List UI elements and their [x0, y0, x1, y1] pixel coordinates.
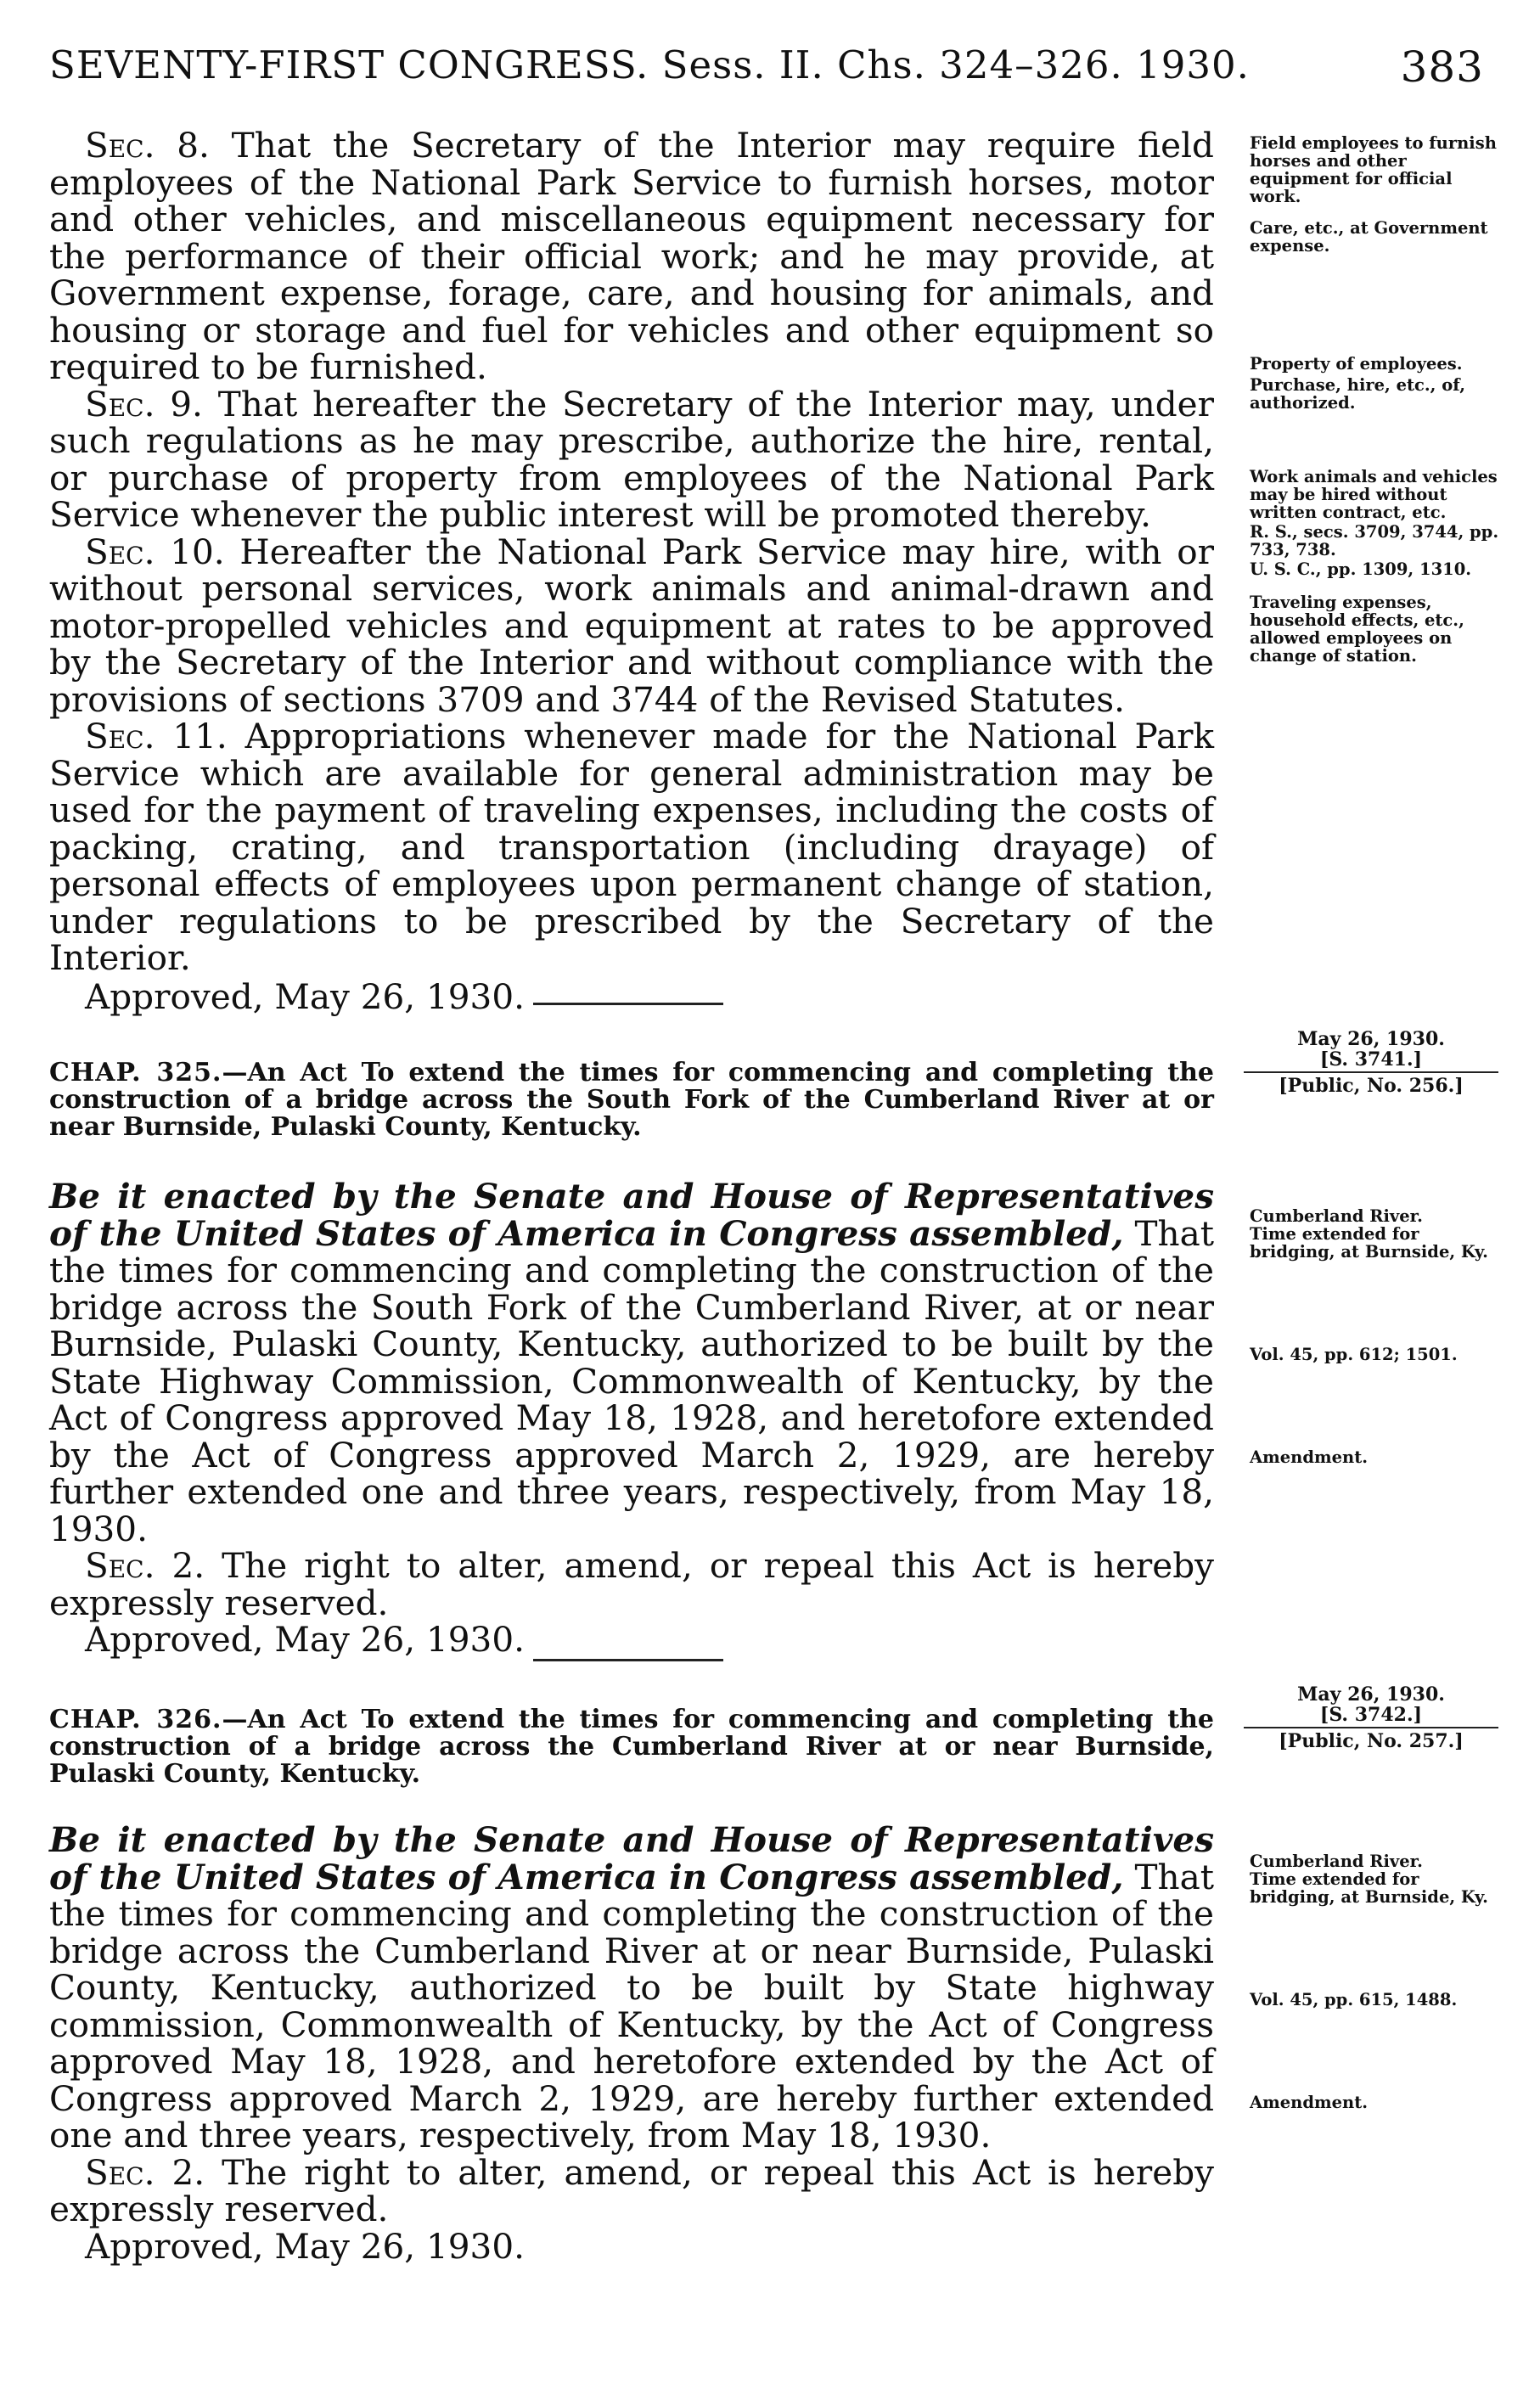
chapter-325-reference	[1244, 1029, 1498, 1096]
margin-note: Property of employees.	[1250, 354, 1463, 374]
chapter-number: CHAP. 326.	[49, 1705, 222, 1734]
reference-public-law: [Public, No. 257.]	[1279, 1730, 1464, 1752]
margin-note: Purchase, hire, etc., of, authorized.	[1250, 375, 1466, 413]
reference-rule	[1244, 1071, 1498, 1073]
section-text: That hereafter the Secretary of the Interior may, under such regulations as he may prescribe, authorize the hire, rental, or purchase of property from employees of the National Park Service whenever the public interest will be promoted thereby.	[49, 383, 1215, 535]
chapter-326-heading	[49, 1706, 1214, 1788]
reference-bill: [S. 3741.]	[1319, 1048, 1423, 1071]
chapter-325-section-2	[49, 1545, 1215, 1623]
chapter-325-enactment	[49, 1178, 1214, 1548]
reference-public-law: [Public, No. 256.]	[1279, 1075, 1464, 1097]
margin-notes-324	[1250, 134, 1504, 678]
section-8	[49, 127, 1214, 386]
approved-line: Approved, May 26, 1930.	[85, 975, 525, 1017]
chapter-divider	[533, 1659, 723, 1661]
section-text: The right to alter, amend, or repeal this Act is hereby expressly reserved.	[49, 2151, 1215, 2229]
chapter-title: —An Act To extend the times for commencing and completing the construction of a bridge across the South Fork of the Cumberland River at or near Burnside, Pulaski County, Kentucky.	[49, 1058, 1214, 1142]
reference-date: May 26, 1930.	[1297, 1028, 1445, 1050]
margin-note: Amendment.	[1250, 1447, 1368, 1467]
chapter-number: CHAP. 325.	[49, 1058, 222, 1088]
chapter-326-section-2	[49, 2151, 1215, 2229]
running-title: SEVENTY-FIRST CONGRESS. Sess. II. Chs. 324–326. 1930.	[49, 42, 1250, 87]
reference-date: May 26, 1930.	[1297, 1683, 1445, 1706]
chapter-325-body	[49, 1178, 1214, 1659]
act-text: That the times for commencing and completing the construction of the bridge across the South Fork of the Cumberland River, at or near Burnside, Pulaski County, Kentucky, authorized to be built by the State Highway Commission, Commonwealth of Kentucky, by the Act of Congress approved May 18, 1928, and heretofore extended by the Act of Congress approved March 2, 1929, are hereby further extended one and three years, respectively, from May 18, 1930.	[49, 1212, 1215, 1549]
section-text: That the Secretary of the Interior may require field employees of the National Park Service to furnish horses, motor and other vehicles, and miscellaneous equipment necessary for the performance of their official work; and he may provide, at Government expense, forage, care, and housing for animals, and housing or storage and fuel for vehicles and other equipment so required to be furnished.	[49, 125, 1214, 387]
chapter-324-sections	[49, 127, 1214, 1015]
section-text: Hereafter the National Park Service may hire, with or without personal services, work animals and animal-drawn and motor-propelled vehicles and equipment at rates to be approved by the Secretary of the Interior and without compliance with the provisions of sections 3709 and 3744 of the Revised Statutes.	[49, 531, 1214, 720]
section-label: Sec. 2.	[85, 1545, 205, 1586]
section-label: Sec. 11.	[85, 716, 228, 756]
section-label: Sec. 9.	[85, 383, 203, 424]
margin-notes-325	[1250, 1207, 1504, 1480]
margin-note: U. S. C., pp. 1309, 1310.	[1250, 559, 1472, 579]
chapter-326-enactment	[49, 1819, 1215, 2155]
reference-bill: [S. 3742.]	[1319, 1704, 1423, 1726]
margin-note: Cumberland River.	[1250, 1206, 1423, 1226]
section-text: The right to alter, amend, or repeal this Act is hereby expressly reserved.	[49, 1545, 1215, 1623]
section-10	[49, 531, 1214, 720]
chapter-title: —An Act To extend the times for commencing and completing the construction of a bridge across the Cumberland River at or near Burnside, Pulaski County, Kentucky.	[49, 1705, 1214, 1789]
enacting-clause: Be it enacted by the Senate and House of Representatives of the United States of America in Congress assembled,	[49, 1819, 1214, 1897]
chapter-divider	[533, 1003, 723, 1005]
margin-note: R. S., secs. 3709, 3744, pp. 733, 738.	[1250, 522, 1499, 559]
margin-notes-326	[1250, 1852, 1504, 2125]
margin-note: Cumberland River.	[1250, 1852, 1423, 1871]
section-text: Appropriations whenever made for the National Park Service which are available for general administration may be used for the payment of traveling expenses, including the costs of packing, crating, and transportation (including drayage) of personal effects of employees upon permanent change of station, under regulations to be prescribed by the Secretary of the Interior.	[49, 716, 1215, 978]
section-label: Sec. 2.	[85, 2151, 205, 2193]
margin-note: Traveling expenses, household effects, etc., allowed employees on change of station.	[1250, 593, 1464, 666]
margin-note: Vol. 45, pp. 615, 1488.	[1250, 1990, 1458, 2009]
reference-rule	[1244, 1727, 1498, 1728]
chapter-326-body	[49, 1819, 1215, 2267]
margin-note: Field employees to furnish horses and other equipment for official work.	[1250, 133, 1497, 206]
margin-note: Amendment.	[1250, 2093, 1368, 2112]
section-label: Sec. 8.	[85, 125, 210, 166]
act-text: That the times for commencing and completing the construction of the bridge across the Cumberland River at or near Burnside, Pulaski County, Kentucky, authorized to be built by State highway commission, Commonwealth of Kentucky, by the Act of Congress approved May 18, 1928, and heretofore extended by the Act of Congress approved March 2, 1929, are hereby further extended one and three years, respectively, from May 18, 1930.	[49, 1856, 1215, 2155]
section-label: Sec. 10.	[85, 531, 225, 572]
margin-note: Time extended for bridging, at Burnside, Ky.	[1250, 1224, 1488, 1262]
chapter-326-reference	[1244, 1684, 1498, 1751]
margin-note: Care, etc., at Government expense.	[1250, 218, 1488, 256]
chapter-325-heading	[49, 1059, 1214, 1141]
page-number: 383	[1400, 42, 1484, 92]
approved-line: Approved, May 26, 1930.	[85, 2225, 525, 2267]
section-9	[49, 383, 1215, 535]
margin-note: Time extended for bridging, at Burnside, Ky.	[1250, 1869, 1488, 1907]
section-11	[49, 718, 1214, 977]
enacting-clause: Be it enacted by the Senate and House of Representatives of the United States of America in Congress assembled,	[49, 1176, 1214, 1254]
margin-note: Work animals and vehicles may be hired without written contract, etc.	[1250, 467, 1498, 522]
margin-note: Vol. 45, pp. 612; 1501.	[1250, 1345, 1458, 1364]
running-header	[49, 42, 1484, 102]
approved-line: Approved, May 26, 1930.	[85, 1619, 525, 1660]
